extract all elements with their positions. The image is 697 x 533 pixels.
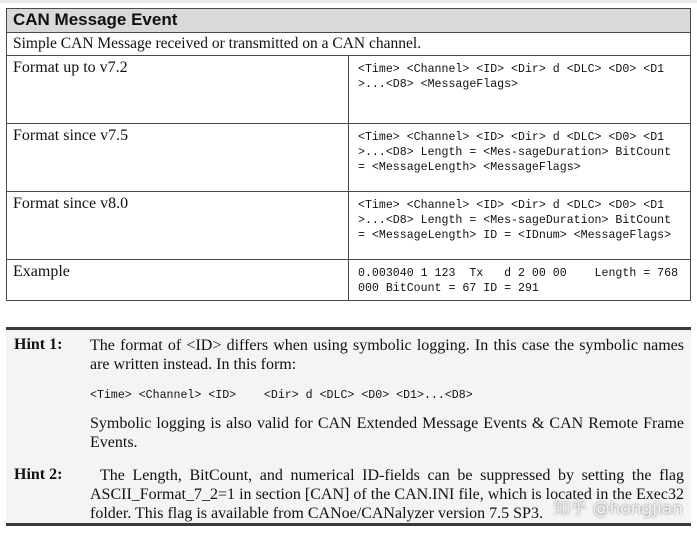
row-example: 0.003040 1 123 Tx d 2 00 00 Length = 768000 BitCount = 67 ID = 291	[349, 260, 691, 301]
table-row	[7, 260, 691, 301]
hint-1-label: Hint 1:	[14, 336, 63, 353]
table-title: CAN Message Event	[7, 9, 691, 33]
row-label: Format since v7.5	[7, 124, 349, 192]
can-message-event-table	[6, 8, 691, 301]
watermark: 知乎 @hongjian	[553, 499, 683, 519]
table-row	[7, 192, 691, 260]
row-label: Format up to v7.2	[7, 56, 349, 124]
top-edge	[0, 0, 697, 3]
table-description: Simple CAN Message received or transmitted on a CAN channel.	[7, 33, 691, 56]
row-label: Format since v8.0	[7, 192, 349, 260]
hint-1-text-2: Symbolic logging is also valid for CAN Extended Message Events & CAN Remote Frame Events.	[90, 415, 684, 451]
row-format: <Time> <Channel> <ID> <Dir> d <DLC> <D0> <D1>...<D8> <MessageFlags>	[349, 56, 691, 124]
table-row	[7, 56, 691, 124]
row-label: Example	[7, 260, 349, 301]
hint-2-label: Hint 2:	[14, 466, 63, 483]
row-format: <Time> <Channel> <ID> <Dir> d <DLC> <D0> <D1>...<D8> Length = <Mes-sageDuration> BitCount = <MessageLength> ID = <IDnum> <MessageFlags>	[349, 192, 691, 260]
row-format: <Time> <Channel> <ID> <Dir> d <DLC> <D0> <D1>...<D8> Length = <Mes-sageDuration> BitCount = <MessageLength> <MessageFlags>	[349, 124, 691, 192]
table-row	[7, 124, 691, 192]
hint-1-format: <Time> <Channel> <ID> <Dir> d <DLC> <D0> <D1>...<D8>	[90, 389, 473, 402]
hint-2-text: The Length, BitCount, and numerical ID-fields can be suppressed by setting the flag ASCII_Format_7_2=1 in section [CAN] of the CAN.INI file, which is located in the Exec32 folder. This flag is available from CANoe/CANalyzer version 7.5 SP3.	[90, 467, 684, 522]
hint-1-text: The format of <ID> differs when using symbolic logging. In this case the symbolic names are written instead. In this form:	[90, 337, 684, 373]
